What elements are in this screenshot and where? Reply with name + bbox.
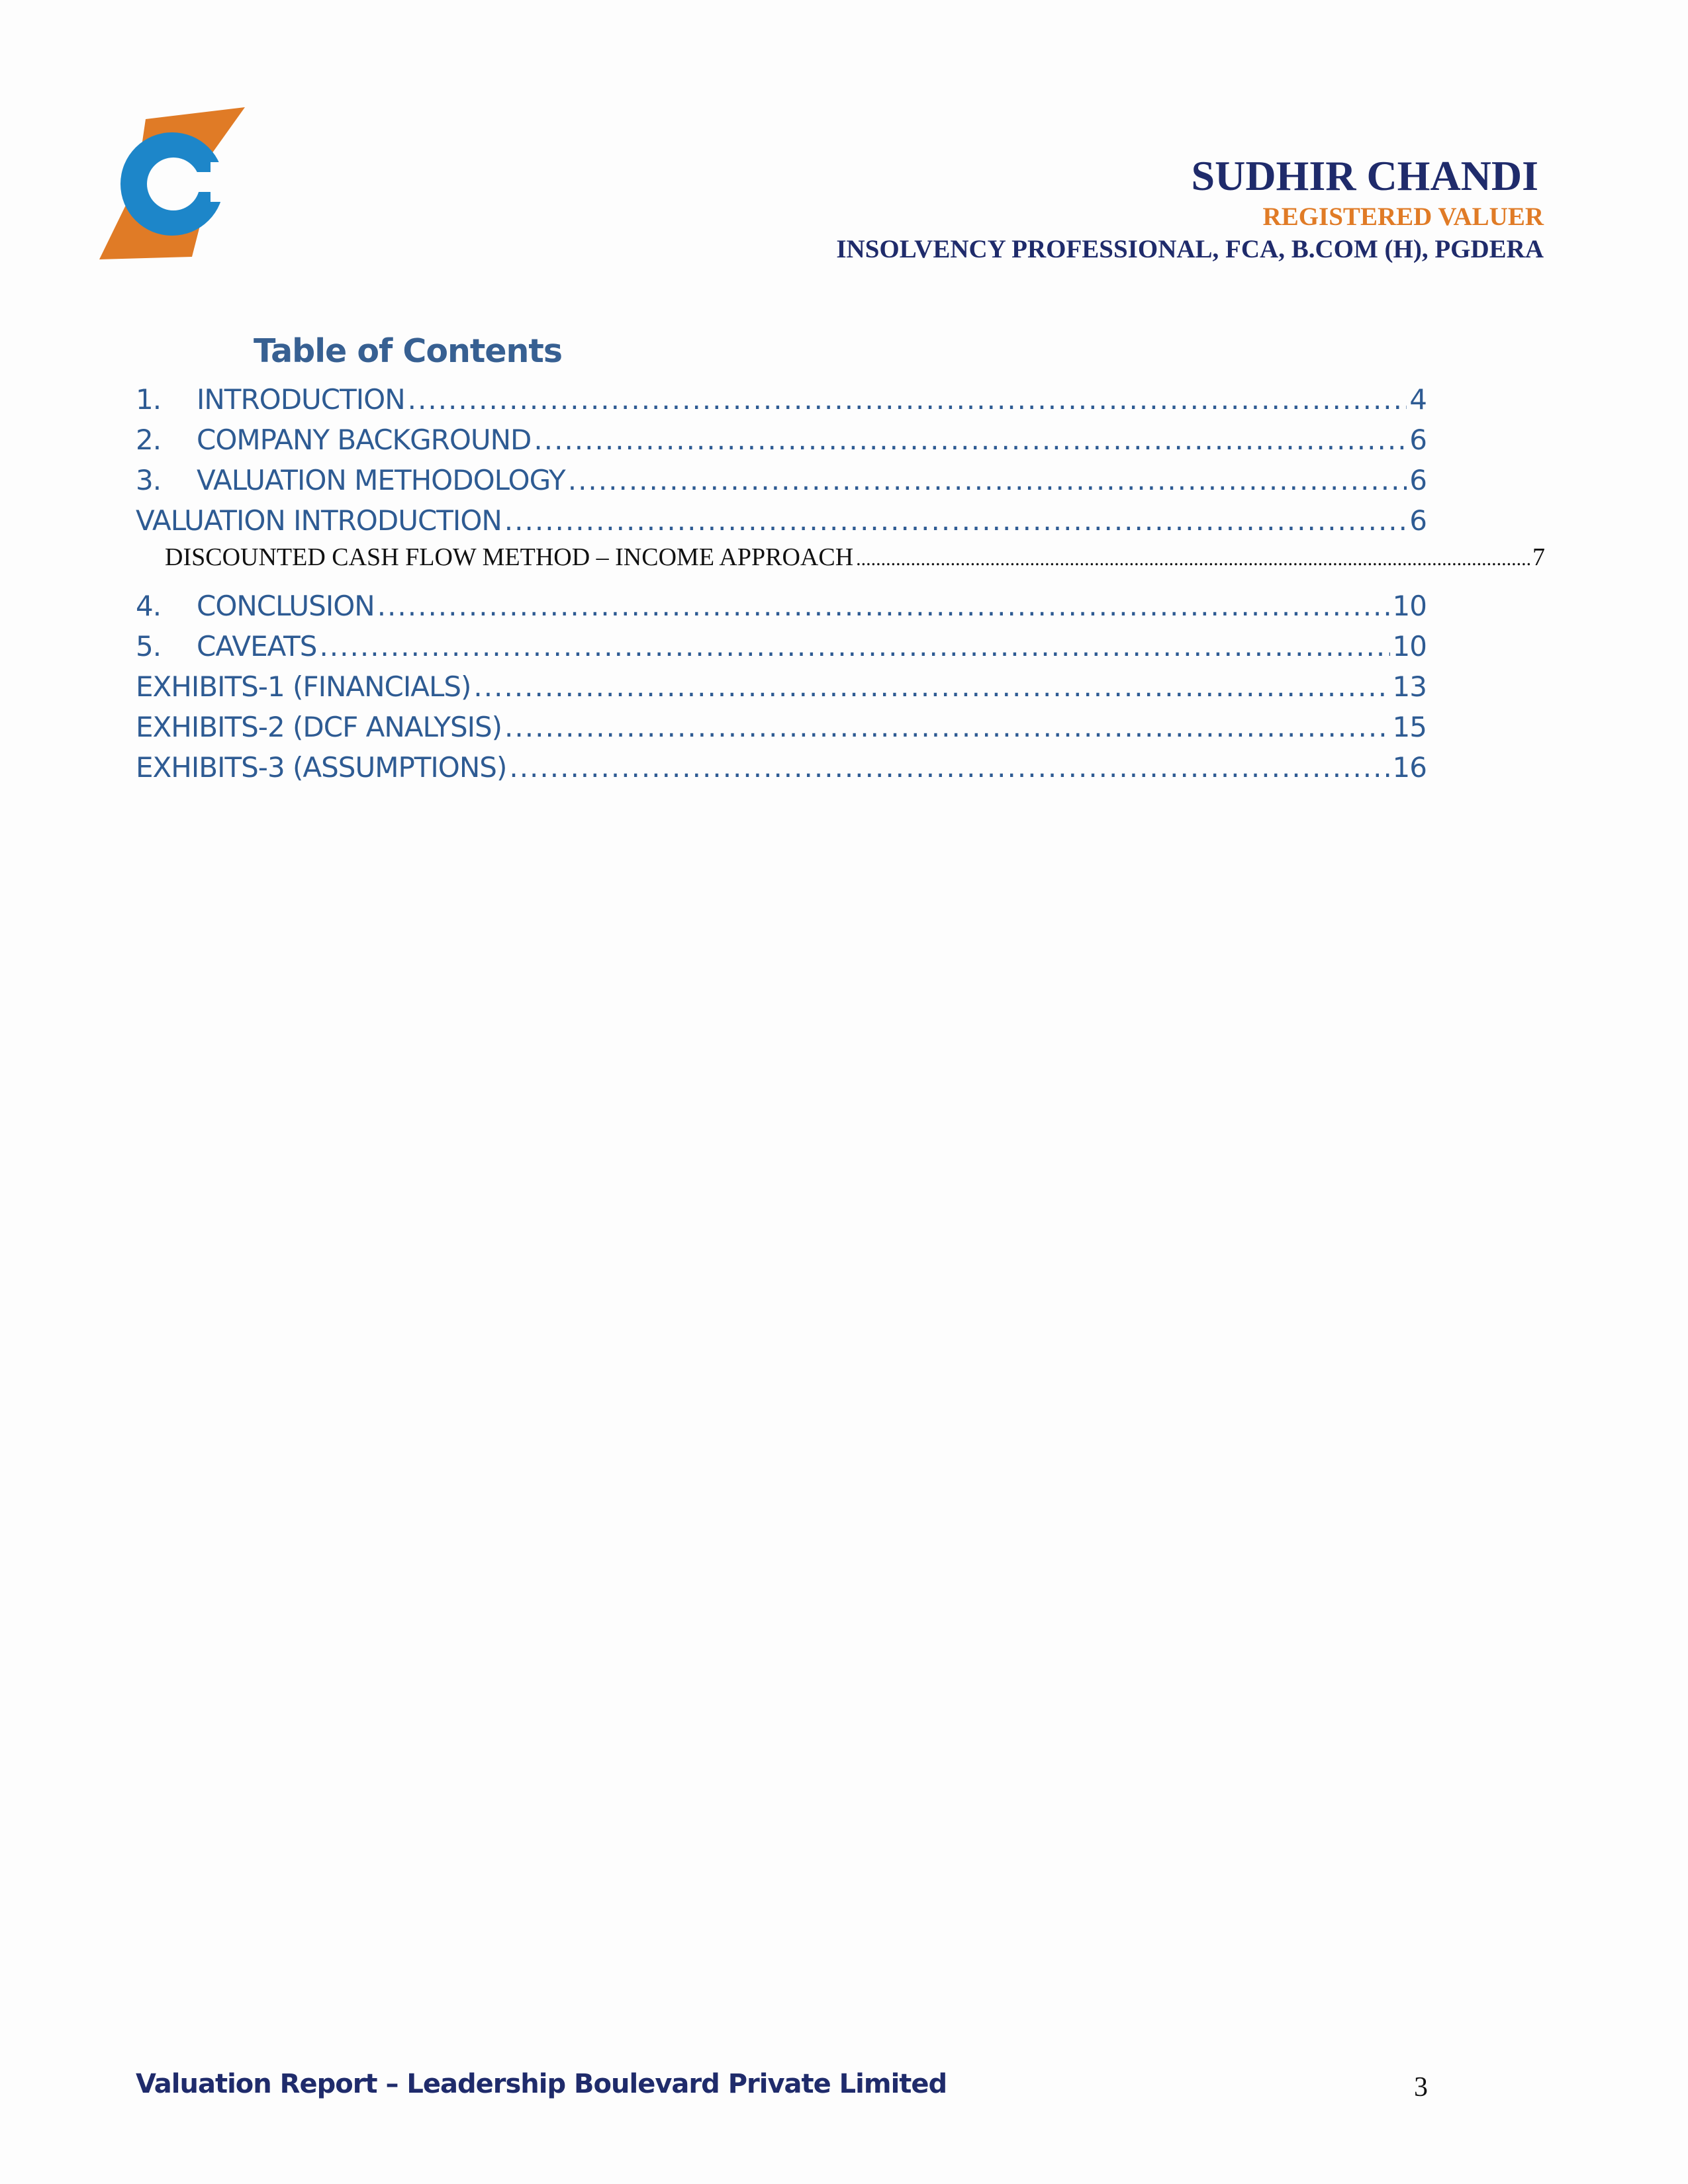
toc-dot-leader xyxy=(534,422,1407,459)
toc-entry-page: 6 xyxy=(1409,504,1427,537)
toc-dot-leader xyxy=(509,749,1389,786)
toc-entry-page: 13 xyxy=(1392,670,1427,703)
toc-dot-leader xyxy=(377,588,1390,625)
toc-dot-leader xyxy=(319,628,1389,665)
toc-entry-title: VALUATION METHODOLOGY xyxy=(197,464,565,496)
toc-entry-caveats[interactable] xyxy=(136,628,1427,665)
toc-entry-title: COMPANY BACKGROUND xyxy=(197,424,532,456)
toc-entry-company-background[interactable] xyxy=(136,422,1427,459)
toc-dot-leader xyxy=(408,381,1407,418)
toc-entry-page: 10 xyxy=(1392,630,1427,662)
toc-entry-page: 4 xyxy=(1409,383,1427,416)
toc-entry-title: VALUATION INTRODUCTION xyxy=(136,504,502,537)
letterhead xyxy=(836,151,1544,266)
toc-entry-valuation-methodology[interactable] xyxy=(136,462,1427,499)
toc-entry-valuation-introduction[interactable] xyxy=(136,502,1427,539)
toc-entry-title: EXHIBITS-1 (FINANCIALS) xyxy=(136,670,471,703)
toc-entry-exhibits-3[interactable] xyxy=(136,749,1427,786)
toc-entry-dcf-method[interactable] xyxy=(165,539,1545,578)
toc-dot-leader xyxy=(504,709,1390,746)
toc-entry-number: 3. xyxy=(136,464,162,496)
toc-entry-page: 7 xyxy=(1532,543,1545,571)
toc-entry-number: 5. xyxy=(136,630,162,662)
toc-entry-page: 16 xyxy=(1392,751,1427,784)
toc-entry-number: 2. xyxy=(136,424,162,456)
valuer-role: REGISTERED VALUER xyxy=(1262,203,1544,231)
toc-entry-number: 1. xyxy=(136,383,162,416)
toc-entry-page: 10 xyxy=(1392,590,1427,622)
toc-dot-leader xyxy=(568,462,1407,499)
toc-entry-exhibits-1[interactable] xyxy=(136,668,1427,705)
toc-entry-number: 4. xyxy=(136,590,162,622)
toc-entry-exhibits-2[interactable] xyxy=(136,709,1427,746)
toc-entry-conclusion[interactable] xyxy=(136,588,1427,625)
toc-entry-page: 6 xyxy=(1409,464,1427,496)
toc-dot-leader xyxy=(504,502,1407,539)
toc-entry-title: CONCLUSION xyxy=(197,590,375,622)
toc-dot-leader xyxy=(856,541,1530,578)
sc-monogram-logo-icon xyxy=(99,106,245,259)
toc-entry-page: 15 xyxy=(1392,711,1427,743)
toc-entry-introduction[interactable] xyxy=(136,381,1427,418)
footer-report-title: Valuation Report – Leadership Boulevard Private Limited xyxy=(136,2069,947,2099)
toc-entry-page: 6 xyxy=(1409,424,1427,456)
valuer-name: SUDHIR CHANDI xyxy=(1191,152,1538,199)
toc-entry-title: EXHIBITS-3 (ASSUMPTIONS) xyxy=(136,751,507,784)
toc-entry-title: DISCOUNTED CASH FLOW METHOD – INCOME APPROACH xyxy=(165,543,854,571)
valuer-qualifications: INSOLVENCY PROFESSIONAL, FCA, B.COM (H), PGDERA xyxy=(836,235,1544,263)
toc-heading: Table of Contents xyxy=(254,332,563,370)
toc-entry-title: EXHIBITS-2 (DCF ANALYSIS) xyxy=(136,711,502,743)
toc-entry-title: CAVEATS xyxy=(197,630,317,662)
toc-dot-leader xyxy=(473,668,1389,705)
toc-entry-title: INTRODUCTION xyxy=(197,383,405,416)
footer-page-number: 3 xyxy=(1414,2072,1428,2103)
